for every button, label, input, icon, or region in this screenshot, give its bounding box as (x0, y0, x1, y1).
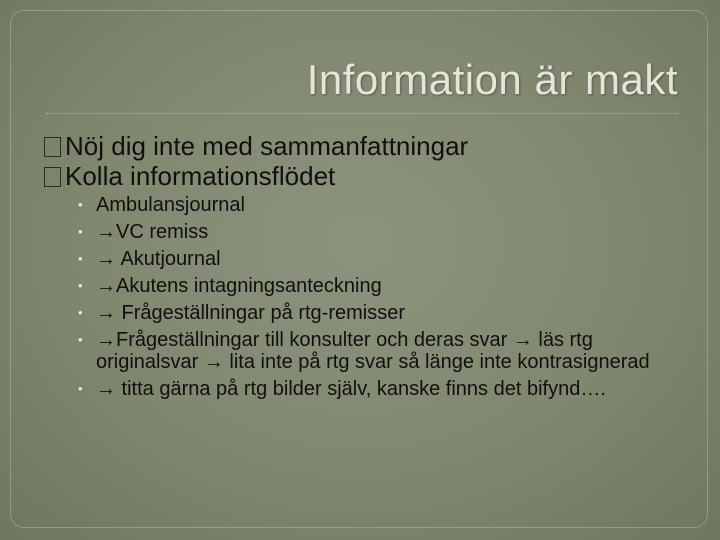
sub-bullet-text: Ambulansjournal (96, 194, 245, 216)
bullet-dot-icon: • (78, 278, 83, 293)
bullet-point-1-text: Nöj dig inte med sammanfattningar (65, 131, 469, 161)
square-bullet-icon (44, 167, 61, 187)
sub-bullet-text: → titta gärna på rtg bilder själv, kanske finns det bifynd…. (96, 378, 606, 400)
title-divider (46, 113, 678, 114)
sub-bullet-item (78, 275, 688, 297)
sub-bullet-item (78, 221, 688, 243)
sub-bullet-text: → Akutjournal (96, 248, 221, 270)
bullet-dot-icon: • (78, 332, 83, 347)
bullet-dot-icon: • (78, 305, 83, 320)
slide-title: Information är makt (306, 56, 678, 103)
sub-bullet-item (78, 378, 688, 400)
bullet-dot-icon: • (78, 197, 83, 212)
sub-bullet-list (78, 194, 688, 405)
sub-bullet-text: →VC remiss (96, 221, 209, 243)
bullet-point-2-text: Kolla informationsflödet (65, 161, 336, 191)
sub-bullet-text: →Frågeställningar till konsulter och deras svar → läs rtg originalsvar → lita inte på rtg svar så länge inte kontrasignerad (96, 329, 650, 373)
sub-bullet-text: →Akutens intagningsanteckning (96, 275, 382, 297)
bullet-dot-icon: • (78, 251, 83, 266)
sub-bullet-item (78, 329, 688, 373)
bullet-dot-icon: • (78, 381, 83, 396)
square-bullet-icon (44, 137, 61, 157)
bullet-dot-icon: • (78, 224, 83, 239)
sub-bullet-text: → Frågeställningar på rtg-remisser (96, 302, 405, 324)
bullet-point-2 (44, 161, 335, 191)
sub-bullet-item (78, 248, 688, 270)
bullet-point-1 (44, 131, 468, 161)
sub-bullet-item (78, 302, 688, 324)
sub-bullet-item (78, 194, 688, 216)
